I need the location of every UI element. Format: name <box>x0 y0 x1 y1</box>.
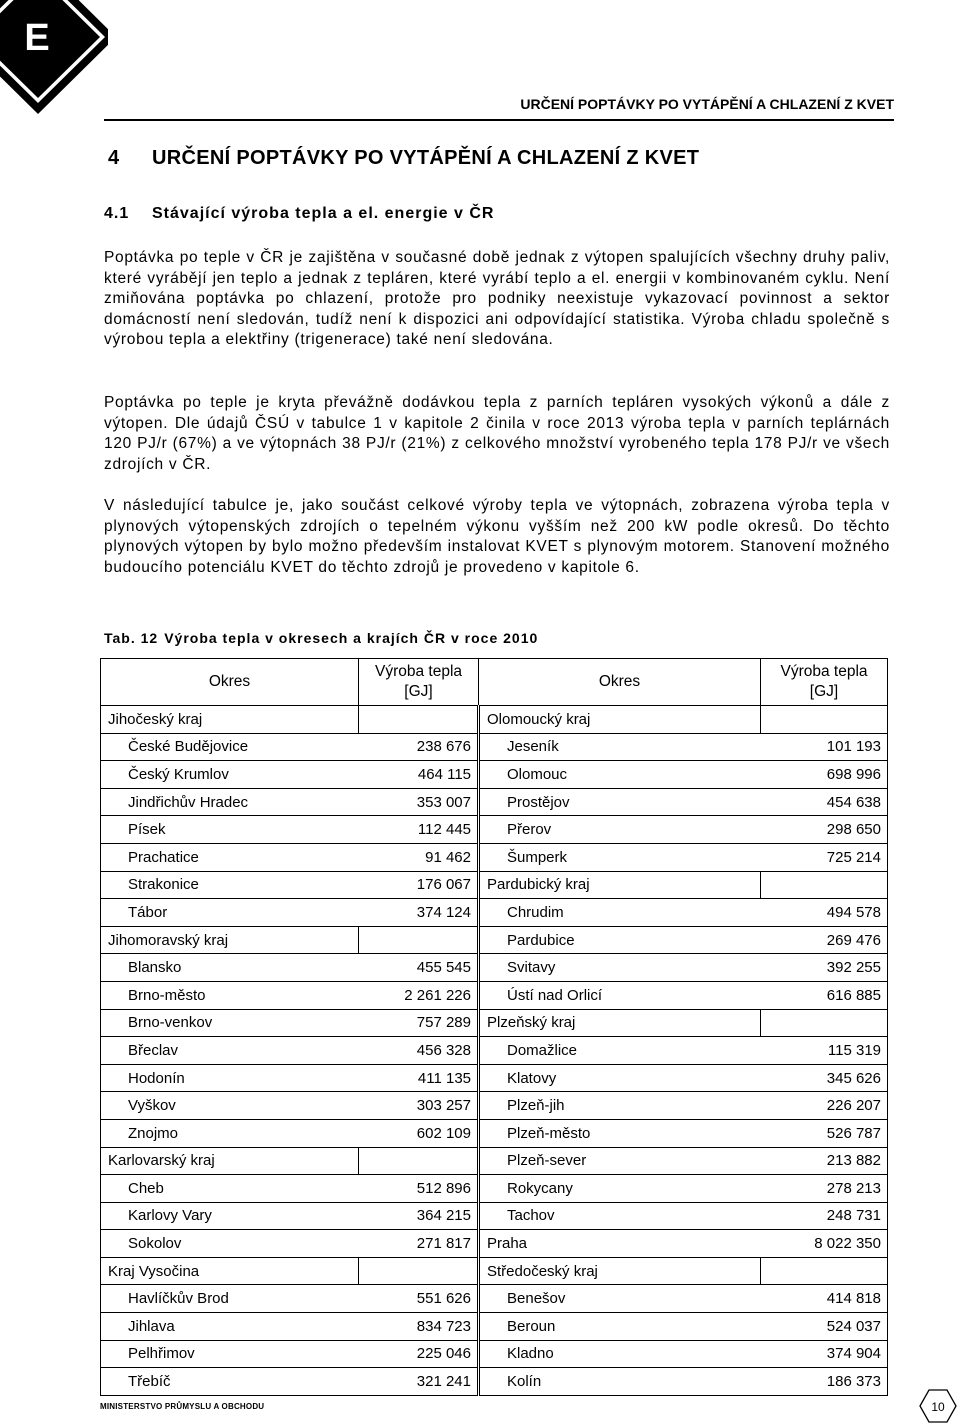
cell-heat-left: 225 046 <box>359 1340 479 1368</box>
cell-heat-left: 2 261 226 <box>359 981 479 1009</box>
cell-district-right: Kolín <box>479 1368 761 1396</box>
table-row <box>101 706 888 734</box>
cell-district-left: Sokolov <box>101 1230 359 1258</box>
cell-heat-right: 454 638 <box>761 788 888 816</box>
cell-district-left: Karlovy Vary <box>101 1202 359 1230</box>
cell-heat-right: 298 650 <box>761 816 888 844</box>
table-row <box>101 761 888 789</box>
cell-heat-left: 364 215 <box>359 1202 479 1230</box>
cell-heat-left: 112 445 <box>359 816 479 844</box>
cell-district-right: Pardubice <box>479 926 761 954</box>
cell-heat-right: 698 996 <box>761 761 888 789</box>
cell-district-left: Havlíčkův Brod <box>101 1285 359 1313</box>
table-row <box>101 1202 888 1230</box>
cell-district-right: Středočeský kraj <box>479 1257 761 1285</box>
cell-district-right: Ústí nad Orlicí <box>479 981 761 1009</box>
header-rule <box>104 119 894 121</box>
e-logo-icon <box>0 0 108 135</box>
header-district-left: Okres <box>101 659 359 706</box>
cell-heat-left: 464 115 <box>359 761 479 789</box>
cell-district-left: Karlovarský kraj <box>101 1147 359 1175</box>
paragraph-3: V následující tabulce je, jako součást celkové výroby tepla ve výtopnách, zobrazena výroba tepla v plynových výtopenských zdrojích o tepelném výkonu vyšším než 200 kW podle okresů. Do těchto plynových výtopen by bylo možno především instalovat KVET s plynovým motorem. Stanovení možného budoucího potenciálu KVET do těchto zdrojů je provedeno v kapitole 6. <box>104 497 890 576</box>
table-row <box>101 1285 888 1313</box>
cell-heat-right: 101 193 <box>761 733 888 761</box>
cell-heat-right: 494 578 <box>761 899 888 927</box>
cell-heat-right: 278 213 <box>761 1175 888 1203</box>
cell-district-right: Svitavy <box>479 954 761 982</box>
table-row <box>101 1340 888 1368</box>
cell-district-left: Brno-venkov <box>101 1009 359 1037</box>
cell-heat-right: 392 255 <box>761 954 888 982</box>
paragraph-1: Poptávka po teple v ČR je zajištěna v současné době jednak z výtopen spalujících všechny druhy paliv, které vyrábějí jen teplo a jednak z tepláren, které vyrábí teplo a el. energii v kombinovaném cyklu. Není zmiňována poptávka po chlazení, protože pro podniky neexistuje vykazovací povinnost a sektor domácností není sledován, tudíž není k dispozici ani odpovídající statistika. Výroba chladu společně s výrobou tepla a elektřiny (trigenerace) také není sledována. <box>104 249 890 349</box>
cell-heat-left: 455 545 <box>359 954 479 982</box>
cell-heat-right: 248 731 <box>761 1202 888 1230</box>
cell-district-left: Třebíč <box>101 1368 359 1396</box>
cell-heat-left <box>359 1147 479 1175</box>
table-row <box>101 981 888 1009</box>
cell-heat-left: 551 626 <box>359 1285 479 1313</box>
cell-district-right: Pardubický kraj <box>479 871 761 899</box>
cell-heat-right: 345 626 <box>761 1064 888 1092</box>
cell-district-right: Klatovy <box>479 1064 761 1092</box>
cell-district-left: Jihomoravský kraj <box>101 926 359 954</box>
cell-district-left: Prachatice <box>101 843 359 871</box>
logo-letter: E <box>24 17 50 59</box>
table-row <box>101 733 888 761</box>
cell-heat-left: 374 124 <box>359 899 479 927</box>
cell-heat-right: 616 885 <box>761 981 888 1009</box>
cell-district-left: Hodonín <box>101 1064 359 1092</box>
cell-district-left: Jindřichův Hradec <box>101 788 359 816</box>
header-heat-left: Výroba tepla [GJ] <box>359 659 479 706</box>
cell-district-right: Prostějov <box>479 788 761 816</box>
cell-district-left: Strakonice <box>101 871 359 899</box>
cell-heat-right: 186 373 <box>761 1368 888 1396</box>
cell-heat-right: 414 818 <box>761 1285 888 1313</box>
section-title <box>104 205 494 223</box>
cell-heat-left: 91 462 <box>359 843 479 871</box>
cell-district-right: Přerov <box>479 816 761 844</box>
cell-district-right: Olomouc <box>479 761 761 789</box>
cell-district-left: Cheb <box>101 1175 359 1203</box>
cell-heat-right: 524 037 <box>761 1313 888 1341</box>
table-row <box>101 1368 888 1396</box>
cell-heat-right: 115 319 <box>761 1037 888 1065</box>
cell-heat-right: 374 904 <box>761 1340 888 1368</box>
section-number: 4.1 <box>104 205 130 222</box>
heat-production-table <box>100 658 888 1396</box>
cell-heat-left: 321 241 <box>359 1368 479 1396</box>
chapter-title-text: URČENÍ POPTÁVKY PO VYTÁPĚNÍ A CHLAZENÍ Z KVET <box>152 147 700 169</box>
paragraph-2: Poptávka po teple je kryta převážně dodávkou tepla z parních tepláren vysokých výkonů a dále z výtopen. Dle údajů ČSÚ v tabulce 1 v kapitole 2 činila v roce 2013 výroba tepla v parních teplárnách 120 PJ/r (67%) a ve výtopnách 38 PJ/r (21%) z celkového množství vyrobeného tepla 178 PJ/r ve všech zdrojích v ČR. <box>104 394 890 473</box>
cell-district-left: Břeclav <box>101 1037 359 1065</box>
cell-heat-right: 269 476 <box>761 926 888 954</box>
cell-district-left: Brno-město <box>101 981 359 1009</box>
cell-heat-left: 834 723 <box>359 1313 479 1341</box>
cell-district-right: Domažlice <box>479 1037 761 1065</box>
cell-heat-right <box>761 871 888 899</box>
table-row <box>101 816 888 844</box>
cell-district-left: Kraj Vysočina <box>101 1257 359 1285</box>
cell-district-right: Praha <box>479 1230 761 1258</box>
footer-organization: MINISTERSTVO PRŮMYSLU A OBCHODU <box>100 1402 265 1411</box>
cell-district-left: Jihočeský kraj <box>101 706 359 734</box>
cell-district-left: Tábor <box>101 899 359 927</box>
running-header: URČENÍ POPTÁVKY PO VYTÁPĚNÍ A CHLAZENÍ Z KVET <box>520 96 894 112</box>
cell-district-right: Plzeň-jih <box>479 1092 761 1120</box>
cell-heat-right <box>761 706 888 734</box>
table-row <box>101 1147 888 1175</box>
cell-heat-left <box>359 926 479 954</box>
header-heat-right: Výroba tepla [GJ] <box>761 659 888 706</box>
cell-district-right: Plzeňský kraj <box>479 1009 761 1037</box>
table-row <box>101 1037 888 1065</box>
cell-heat-left: 757 289 <box>359 1009 479 1037</box>
cell-district-right: Rokycany <box>479 1175 761 1203</box>
cell-heat-left: 456 328 <box>359 1037 479 1065</box>
cell-district-right: Chrudim <box>479 899 761 927</box>
cell-district-left: Blansko <box>101 954 359 982</box>
cell-heat-left: 238 676 <box>359 733 479 761</box>
cell-heat-left: 176 067 <box>359 871 479 899</box>
table-row <box>101 1009 888 1037</box>
table-row <box>101 1313 888 1341</box>
table-row <box>101 1257 888 1285</box>
cell-heat-left <box>359 706 479 734</box>
cell-heat-left <box>359 1257 479 1285</box>
cell-district-left: Český Krumlov <box>101 761 359 789</box>
cell-district-left: Vyškov <box>101 1092 359 1120</box>
table-row <box>101 926 888 954</box>
chapter-number: 4 <box>108 147 120 169</box>
table-row <box>101 1230 888 1258</box>
table-caption-text: Výroba tepla v okresech a krajích ČR v roce 2010 <box>164 630 539 646</box>
cell-district-right: Benešov <box>479 1285 761 1313</box>
cell-heat-left: 353 007 <box>359 788 479 816</box>
cell-heat-right: 213 882 <box>761 1147 888 1175</box>
cell-district-right: Šumperk <box>479 843 761 871</box>
table-body <box>101 706 888 1396</box>
table-header-row <box>101 659 888 706</box>
cell-district-right: Olomoucký kraj <box>479 706 761 734</box>
cell-heat-right: 526 787 <box>761 1119 888 1147</box>
table-row <box>101 843 888 871</box>
cell-heat-right <box>761 1009 888 1037</box>
cell-heat-right <box>761 1257 888 1285</box>
chapter-title <box>108 147 699 170</box>
table-caption-label: Tab. 12 <box>104 630 159 646</box>
header-district-right: Okres <box>479 659 761 706</box>
table-row <box>101 1119 888 1147</box>
table-row <box>101 1064 888 1092</box>
table-row <box>101 871 888 899</box>
table-row <box>101 954 888 982</box>
cell-heat-left: 512 896 <box>359 1175 479 1203</box>
cell-heat-left: 411 135 <box>359 1064 479 1092</box>
table-row <box>101 899 888 927</box>
page-number-badge-icon <box>918 1388 958 1424</box>
table-caption <box>104 630 538 646</box>
cell-heat-left: 271 817 <box>359 1230 479 1258</box>
cell-heat-right: 226 207 <box>761 1092 888 1120</box>
cell-district-left: Znojmo <box>101 1119 359 1147</box>
table-row <box>101 788 888 816</box>
section-title-text: Stávající výroba tepla a el. energie v ČR <box>152 205 495 222</box>
cell-district-right: Plzeň-město <box>479 1119 761 1147</box>
cell-district-left: Jihlava <box>101 1313 359 1341</box>
cell-heat-right: 8 022 350 <box>761 1230 888 1258</box>
cell-heat-left: 602 109 <box>359 1119 479 1147</box>
cell-district-right: Beroun <box>479 1313 761 1341</box>
cell-district-left: Písek <box>101 816 359 844</box>
table-row <box>101 1092 888 1120</box>
cell-district-left: České Budějovice <box>101 733 359 761</box>
cell-heat-left: 303 257 <box>359 1092 479 1120</box>
cell-district-left: Pelhřimov <box>101 1340 359 1368</box>
cell-district-right: Jeseník <box>479 733 761 761</box>
cell-heat-right: 725 214 <box>761 843 888 871</box>
page-number: 10 <box>931 1400 945 1414</box>
cell-district-right: Kladno <box>479 1340 761 1368</box>
cell-district-right: Plzeň-sever <box>479 1147 761 1175</box>
cell-district-right: Tachov <box>479 1202 761 1230</box>
table-row <box>101 1175 888 1203</box>
